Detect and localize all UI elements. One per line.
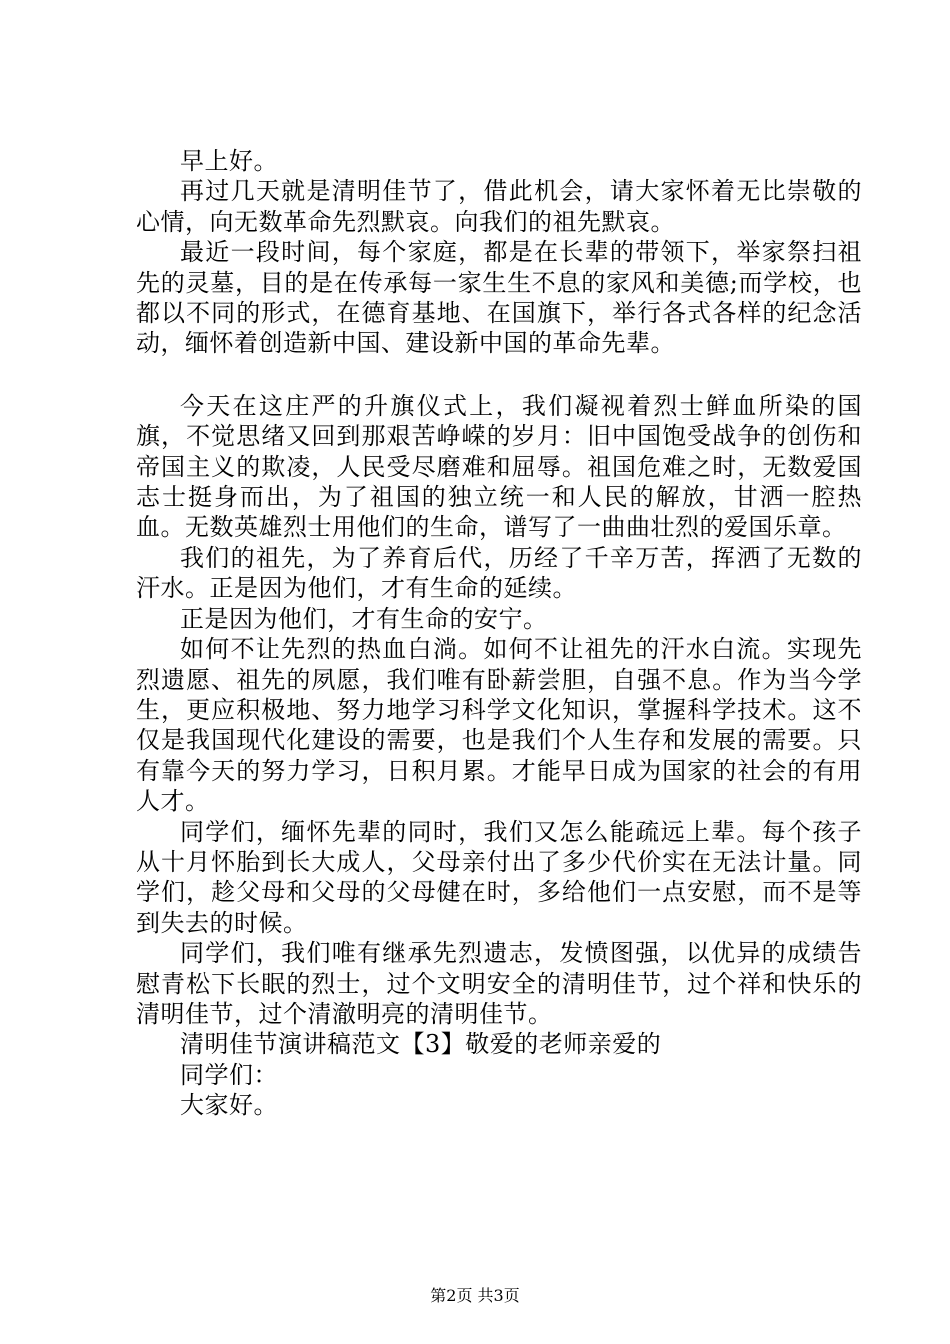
paragraph-greeting: 早上好。 (180, 147, 278, 175)
paragraph-ancestors: 我们的祖先，为了养育后代，历经了千辛万苦，挥洒了无数的汗水。正是因为他们，才有生命的延续。 (136, 543, 862, 603)
document-body (136, 146, 862, 1121)
paragraph-conclusion: 同学们，我们唯有继承先烈遗志，发愤图强，以优异的成绩告慰青松下长眠的烈士，过个文明安全的清明佳节，过个祥和快乐的清明佳节，过个清澈明亮的清明佳节。 (136, 939, 862, 1028)
paragraph-hello: 大家好。 (180, 1091, 278, 1120)
paragraph-salutation: 同学们： (180, 1060, 278, 1089)
paragraph-peace: 正是因为他们，才有生命的安宁。 (180, 604, 548, 633)
page-number-footer: 第2页 共3页 (430, 1286, 520, 1305)
paragraph-parents: 同学们，缅怀先辈的同时，我们又怎么能疏远上辈。每个孩子从十月怀胎到长大成人，父母亲付出了多少代价实在无法计量。同学们，趁父母和父母的父母健在时，多给他们一点安慰，而不是等到失去的时候。 (136, 817, 862, 937)
paragraph-qingming-intro: 再过几天就是清明佳节了，借此机会，请大家怀着无比崇敬的心情，向无数革命先烈默哀。向我们的祖先默哀。 (136, 177, 862, 236)
paragraph-flag-ceremony: 今天在这庄严的升旗仪式上，我们凝视着烈士鲜血所染的国旗，不觉思绪又回到那艰苦峥嵘的岁月：旧中国饱受战争的创伤和帝国主义的欺凌，人民受尽磨难和屈辱。祖国危难之时，无数爱国志士挺身而出，为了祖国的独立统一和人民的解放，甘洒一腔热血。无数英雄烈士用他们的生命，谱写了一曲曲壮烈的爱国乐章。 (136, 391, 862, 542)
paragraph-next-title: 清明佳节演讲稿范文【3】敬爱的老师亲爱的 (180, 1030, 662, 1059)
paragraph-family-school: 最近一段时间，每个家庭，都是在长辈的带领下，举家祭扫祖先的灵墓，目的是在传承每一家生生不息的家风和美德;而学校，也都以不同的形式，在德育基地、在国旗下，举行各式各样的纪念活动，缅怀着创造新中国、建设新中国的革命先辈。 (136, 238, 862, 358)
paragraph-study: 如何不让先烈的热血白淌。如何不让祖先的汗水白流。实现先烈遗愿、祖先的夙愿，我们唯有卧薪尝胆，自强不息。作为当今学生，更应积极地、努力地学习科学文化知识，掌握科学技术。这不仅是我国现代化建设的需要，也是我们个人生存和发展的需要。只有靠今天的努力学习，日积月累。才能早日成为国家的社会的有用人才。 (136, 635, 862, 816)
